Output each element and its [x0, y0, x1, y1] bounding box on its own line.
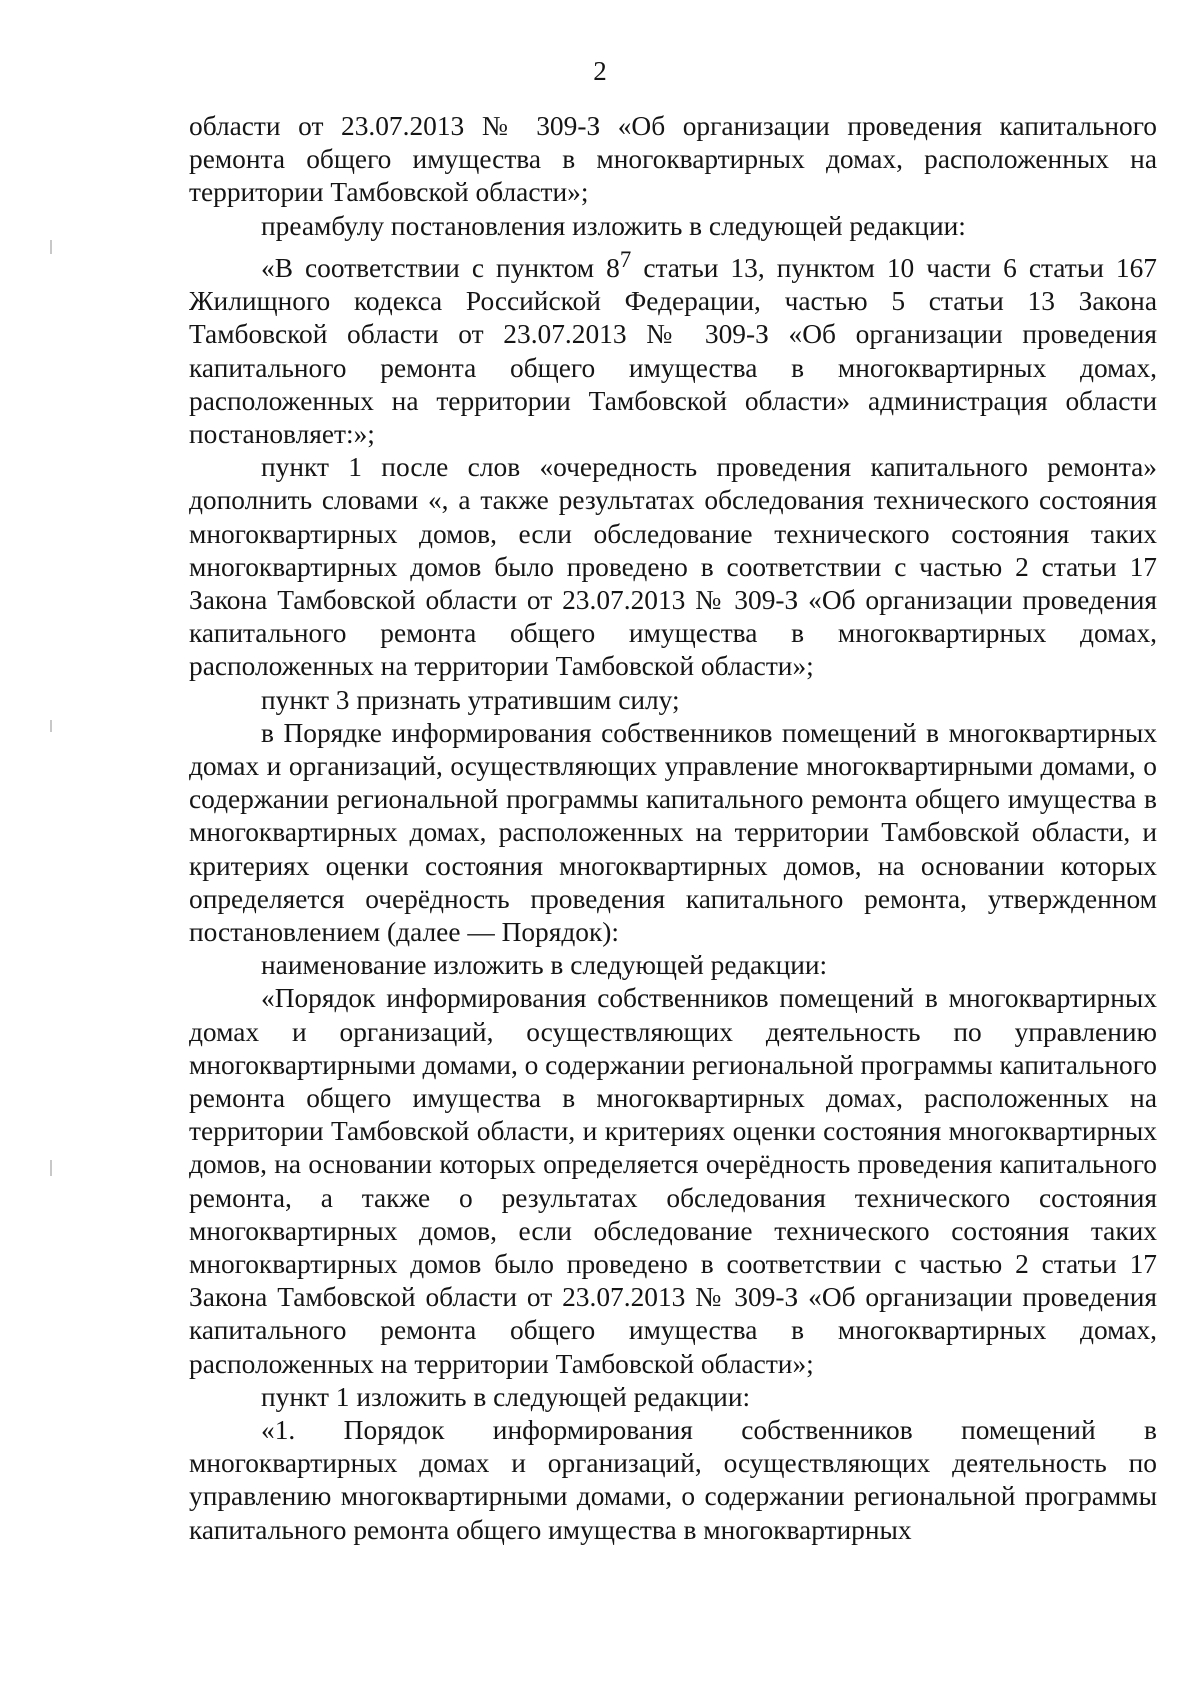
- preamble-text-after-superscript: статьи 13, пунктом 10 части 6 статьи 167 Жилищного кодекса Российской Федерации, частью 5 статьи 13 Закона Тамбовской области от 23.07.2013 № 309-З «Об организации проведения капитального ремонта общего имущества в многоквартирных домах, расположенных на территории Тамбовской области» администрация области постановляет:»;: [189, 252, 1157, 449]
- scan-artifact-mark: [50, 1160, 52, 1176]
- paragraph-item1-new-text: «1. Порядок информирования собственников помещений в многоквартирных домах и организаций, осуществляющих деятельность по управлению многоквартирными домами, о содержании региональной программы капитального ремонта общего имущества в многоквартирных: [189, 1415, 1157, 1545]
- paragraph-title-text: «Порядок информирования собственников помещений в многоквартирных домах и организаций, осуществляющих деятельность по управлению многоквартирными домами, о содержании региональной программы капитального ремонта общего имущества в многоквартирных домах, расположенных на территории Тамбовской области, и критериях оценки состояния многоквартирных домов, на основании которых определяется очерёдность проведения капитального ремонта, а также о результатах обследования технического состояния многоквартирных домов, если обследование технического состояния таких многоквартирных домов было проведено в соответствии с частью 2 статьи 17 Закона Тамбовской области от 23.07.2013 № 309-З «Об организации проведения капитального ремонта общего имущества в многоквартирных домах, расположенных на территории Тамбовской области»;: [189, 983, 1157, 1379]
- paragraph-preamble-instruction: преамбулу постановления изложить в следующей редакции:: [261, 210, 966, 241]
- scan-artifact-mark: [50, 720, 52, 732]
- paragraph-procedure-intro: в Порядке информирования собственников помещений в многоквартирных домах и организаций, осуществляющих управление многоквартирными домами, о содержании региональной программы капитального ремонта общего имущества в многоквартирных домах, расположенных на территории Тамбовской области, и критериях оценки состояния многоквартирных домов, на основании которых определяется очерёдность проведения капитального ремонта, утвержденном постановлением (далее — Порядок):: [189, 717, 1157, 947]
- paragraph-title-instruction: наименование изложить в следующей редакции:: [261, 950, 828, 981]
- paragraph-preamble-text: [189, 243, 1157, 451]
- paragraph-item1-instruction: пункт 1 изложить в следующей редакции:: [261, 1381, 751, 1412]
- superscript-seven: 7: [619, 246, 632, 272]
- preamble-text-before-superscript: «В соответствии с пунктом 8: [261, 252, 620, 283]
- document-body: [189, 110, 1157, 1547]
- paragraph-item3-void: пункт 3 признать утратившим силу;: [261, 684, 680, 715]
- scan-artifact-mark: [50, 240, 52, 254]
- page-number: 2: [593, 56, 607, 86]
- paragraph-item1-amendment: пункт 1 после слов «очередность проведения капитального ремонта» дополнить словами «, а также результатах обследования технического состояния многоквартирных домов, если обследование технического состояния таких многоквартирных домов было проведено в соответствии с частью 2 статьи 17 Закона Тамбовской области от 23.07.2013 № 309-З «Об организации проведения капитального ремонта общего имущества в многоквартирных домах, расположенных на территории Тамбовской области»;: [189, 452, 1157, 682]
- paragraph-continuation: области от 23.07.2013 № 309-З «Об организации проведения капитального ремонта общего имущества в многоквартирных домах, расположенных на территории Тамбовской области»;: [189, 111, 1157, 208]
